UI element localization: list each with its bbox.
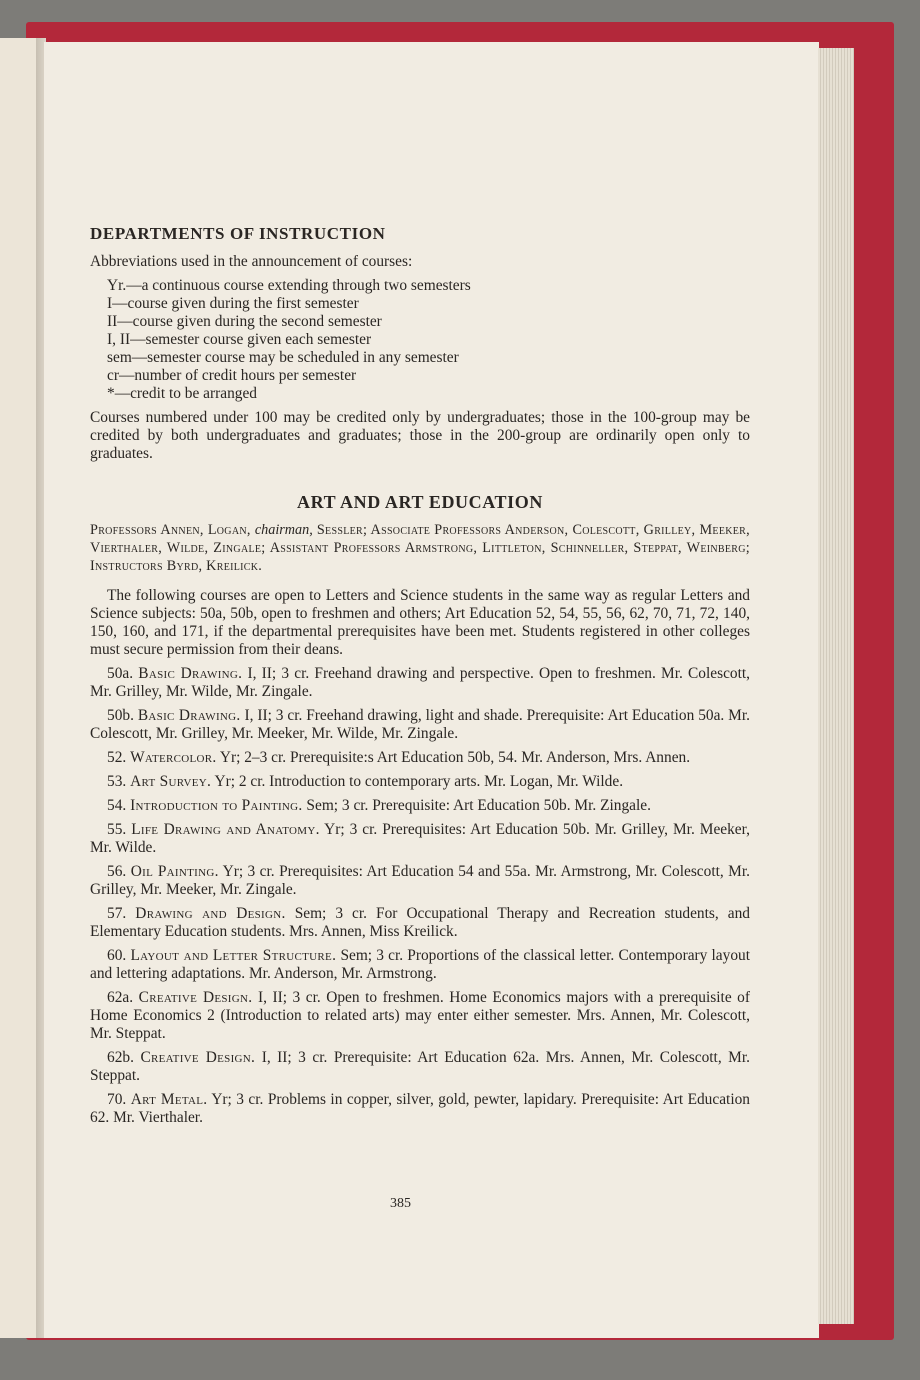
course-entry	[90, 797, 750, 815]
course-name: Creative Design.	[138, 989, 253, 1006]
course-description: Yr; 2–3 cr. Prerequisite:s Art Education 50b, 54. Mr. Anderson, Mrs. Annen.	[219, 749, 691, 766]
course-number: 62a.	[107, 989, 134, 1006]
abbreviation-item: *—credit to be arranged	[107, 385, 257, 402]
course-number: 52.	[107, 749, 127, 766]
page-content	[90, 225, 750, 1127]
course-number: 53.	[107, 773, 127, 790]
course-number: 70.	[107, 1091, 127, 1108]
course-number: 50b.	[107, 707, 134, 724]
course-description: I, II; 3 cr. Freehand drawing, light and shade. Prerequisite: Art Education 50a. Mr. Colescott, Mr. Grilley, Mr. Meeker, Mr. Wilde, Mr. Zingale.	[90, 707, 750, 742]
course-description: Sem; 3 cr. Prerequisite: Art Education 50b. Mr. Zingale.	[306, 797, 651, 814]
course-name: Basic Drawing.	[137, 707, 241, 724]
course-number: 55.	[107, 821, 127, 838]
course-number: 50a.	[107, 665, 134, 682]
course-number: 57.	[107, 905, 127, 922]
faculty-rest: Sessler; Associate Professors Anderson, Colescott, Grilley, Meeker, Vierthaler, Wilde, Zingale; Assistant Professors Armstrong, Littleton, Schinneller, Steppat, Weinberg; Instructors Byrd, Kreilick.	[90, 522, 750, 574]
departments-heading: DEPARTMENTS OF INSTRUCTION	[90, 224, 386, 243]
course-description: I, II; 3 cr. Freehand drawing and perspective. Open to freshmen. Mr. Colescott, Mr. Grilley, Mr. Wilde, Mr. Zingale.	[90, 665, 750, 700]
course-number: 56.	[107, 863, 127, 880]
course-name: Basic Drawing.	[138, 665, 243, 682]
faculty-list	[90, 521, 750, 575]
abbreviations-list	[90, 277, 750, 403]
abbreviations-intro: Abbreviations used in the announcement of courses:	[90, 253, 413, 270]
course-description: Sem; 3 cr. Proportions of the classical letter. Contemporary layout and lettering adaptations. Mr. Anderson, Mr. Armstrong.	[90, 947, 751, 982]
course-name: Creative Design.	[140, 1049, 256, 1066]
course-name: Introduction to Painting.	[130, 797, 303, 814]
abbreviation-item: I, II—semester course given each semester	[107, 331, 372, 348]
course-number: 54.	[107, 797, 127, 814]
facing-page-edge	[0, 38, 38, 1338]
course-description: Yr; 3 cr. Prerequisites: Art Education 50b. Mr. Grilley, Mr. Meeker, Mr. Wilde.	[90, 821, 750, 856]
abbreviation-item: II—course given during the second semester	[107, 313, 382, 330]
course-entry	[90, 1091, 750, 1127]
course-number: 62b.	[107, 1049, 134, 1066]
course-description: I, II; 3 cr. Open to freshmen. Home Economics majors with a prerequisite of Home Economics 2 (Introduction to related arts) may enter either semester. Mrs. Annen, Mr. Colescott, Mr. Steppat.	[90, 989, 751, 1042]
abbreviation-item: Yr.—a continuous course extending through two semesters	[107, 277, 471, 294]
course-name: Art Metal.	[130, 1091, 208, 1108]
page-number: 385	[390, 1196, 411, 1211]
course-description: I, II; 3 cr. Prerequisite: Art Education 62a. Mrs. Annen, Mr. Colescott, Mr. Steppat.	[90, 1049, 750, 1084]
course-name: Life Drawing and Anatomy.	[131, 821, 320, 838]
course-name: Drawing and Design.	[135, 905, 286, 922]
course-entry	[90, 947, 750, 983]
course-entry	[90, 773, 750, 791]
course-number: 60.	[107, 947, 127, 964]
course-description: Yr; 3 cr. Prerequisites: Art Education 54 and 55a. Mr. Armstrong, Mr. Colescott, Mr. Grilley, Mr. Meeker, Mr. Zingale.	[90, 863, 750, 898]
course-entry	[90, 665, 750, 701]
course-numbering-note: Courses numbered under 100 may be credited only by undergraduates; those in the 100-group may be credited by both undergraduates and graduates; those in the 200-group are ordinarily open only to graduates.	[90, 409, 750, 462]
abbreviation-item: I—course given during the first semester	[107, 295, 359, 312]
course-list	[90, 665, 750, 1127]
chairman-label: chairman,	[254, 522, 313, 538]
course-entry	[90, 989, 750, 1043]
faculty-prefix: Professors Annen, Logan,	[90, 522, 255, 538]
course-description: Yr; 3 cr. Problems in copper, silver, gold, pewter, lapidary. Prerequisite: Art Education 62. Mr. Vierthaler.	[90, 1091, 750, 1126]
course-entry	[90, 905, 750, 941]
course-description: Sem; 3 cr. For Occupational Therapy and Recreation students, and Elementary Education students. Mrs. Annen, Miss Kreilick.	[90, 905, 750, 940]
course-entry	[90, 749, 750, 767]
course-name: Art Survey.	[130, 773, 212, 790]
course-entry	[90, 821, 750, 857]
course-name: Oil Painting.	[130, 863, 219, 880]
abbreviation-item: sem—semester course may be scheduled in any semester	[107, 349, 459, 366]
course-entry	[90, 863, 750, 899]
course-name: Layout and Letter Structure.	[130, 947, 337, 964]
abbreviation-item: cr—number of credit hours per semester	[107, 367, 357, 384]
section-intro: The following courses are open to Letters and Science students in the same way as regular Letters and Science subjects: 50a, 50b, open to freshmen and others; Art Education 52, 54, 55, 56, 62, 70, 71, 72, 140, 150, 160, and 171, if the departmental prerequisites have been met. Students registered in other colleges must secure permission from their deans.	[90, 587, 750, 658]
course-description: Yr; 2 cr. Introduction to contemporary arts. Mr. Logan, Mr. Wilde.	[214, 773, 624, 790]
course-entry	[90, 707, 750, 743]
course-name: Watercolor.	[130, 749, 217, 766]
course-entry	[90, 1049, 750, 1085]
section-title: ART AND ART EDUCATION	[297, 492, 543, 512]
page-edges	[818, 48, 854, 1324]
